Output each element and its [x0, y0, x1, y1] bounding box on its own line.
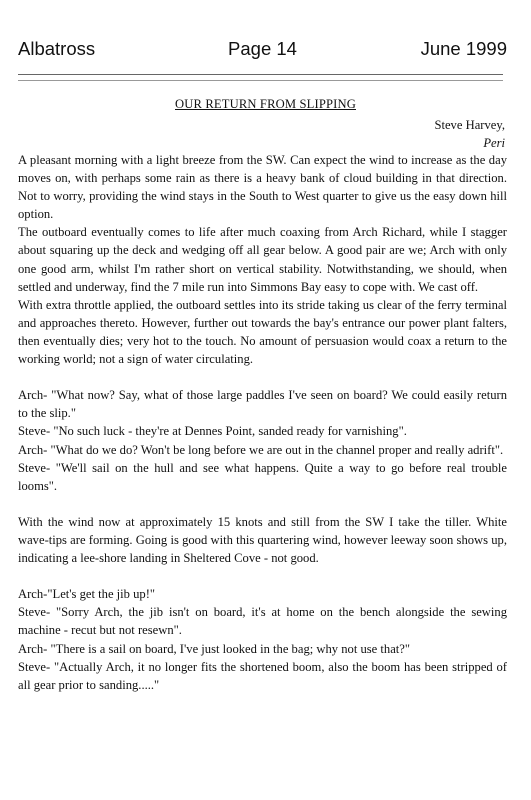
article-body — [18, 151, 507, 694]
dialogue-line: Steve- "Actually Arch, it no longer fits the shortened boom, also the boom has been stripped of all gear prior to sanding....." — [18, 659, 507, 692]
article-paragraph: With extra throttle applied, the outboard settles into its stride taking us clear of the ferry terminal and approaches thereto. However, further out towards the bay's entrance our power plant falters, then eventually dies; very hot to the touch. No amount of persuasion would coax a return to the working world; not a sign of water circulating. — [18, 297, 507, 367]
article-paragraph: The outboard eventually comes to life after much coaxing from Arch Richard, while I stagger about squaring up the deck and wedging off all gear below. A good pair are we; Arch with only one good arm, whilst I'm rather short on vertical stability. Notwithstanding, we should, when settled and underway, find the 7 mile run into Simmons Bay easy to cope with. We cast off. — [18, 225, 507, 294]
dialogue-line: Arch- "What now? Say, what of those large paddles I've seen on board? We could easily return to the slip." — [18, 388, 507, 421]
dialogue-line: Steve- "Sorry Arch, the jib isn't on board, it's at home on the bench alongside the sewing machine - recut but not resewn". — [18, 605, 507, 638]
page-header — [18, 38, 507, 62]
article-author: Steve Harvey, — [434, 118, 505, 132]
dialogue-line: Arch- "What do we do? Won't be long before we are out in the channel proper and really adrift". — [18, 442, 504, 457]
page-number: Page 14 — [228, 38, 297, 59]
dialogue-line: Arch- "There is a sail on board, I've just looked in the bag; why not use that?" — [18, 641, 411, 656]
author-boat-name: Peri — [483, 136, 505, 150]
header-divider — [18, 74, 503, 81]
publication-name: Albatross — [18, 38, 96, 59]
article-title: OUR RETURN FROM SLIPPING — [175, 97, 356, 111]
article-paragraph: With the wind now at approximately 15 knots and still from the SW I take the tiller. White wave-tips are forming. Going is good with this quartering wind, however leeway soon shows up, indicating a lee-shore landing in Sheltered Cove - not good. — [18, 514, 507, 566]
issue-date: June 1999 — [420, 38, 507, 59]
dialogue-line: Steve- "We'll sail on the hull and see what happens. Quite a way to go before real trouble looms". — [18, 460, 507, 493]
dialogue-line: Arch-"Let's get the jib up!" — [18, 587, 156, 602]
article-paragraph: A pleasant morning with a light breeze from the SW. Can expect the wind to increase as the day moves on, with perhaps some rain as there is a heavy bank of cloud building in that direction. Not to worry, providing the wind stays in the South to West quarter to give us the easy down hill option. — [18, 153, 507, 222]
dialogue-line: Steve- "No such luck - they're at Dennes Point, sanded ready for varnishing". — [18, 424, 407, 439]
